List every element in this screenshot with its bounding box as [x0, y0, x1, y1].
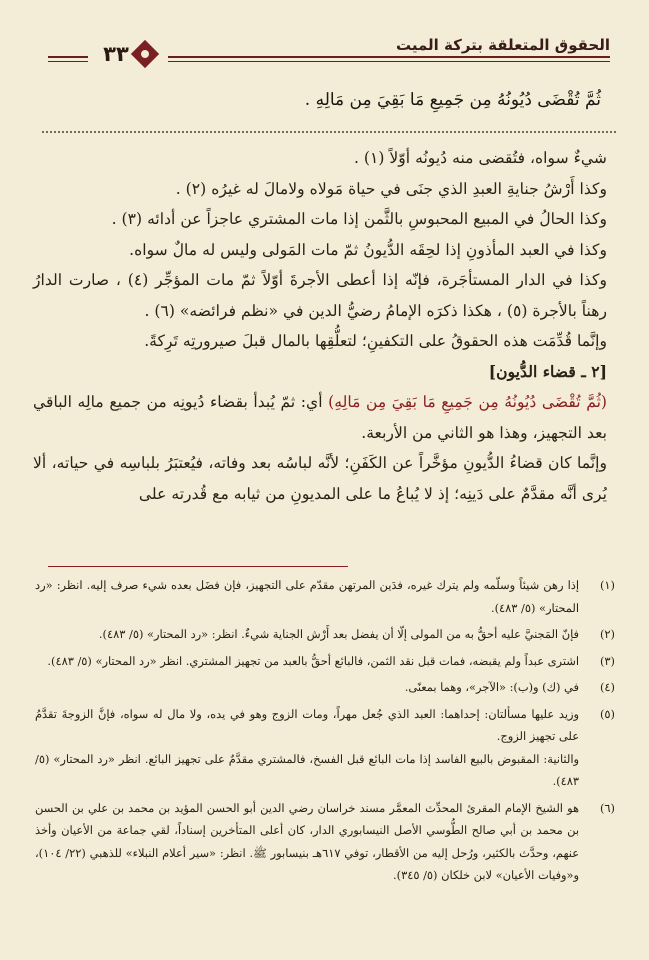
paragraph: وكذا الحالُ في المبيع المحبوسِ بالثَّمن إذا مات المشتري عاجزاً عن أدائه (٣) .	[111, 210, 607, 228]
footnote	[35, 676, 615, 699]
footnote-separator	[48, 566, 348, 567]
running-title: الحقوق المتعلقة بتركة الميت	[386, 36, 610, 54]
footnote-text: إذا رهن شيئاً وسلّمه ولم يترك غيره، فدَين المرتهن مقدّم على التجهيز، فإن فضَل بعده شيء صرف إليه. انظر: «رد المحتار» (٥/ ٤٨٣).	[35, 578, 579, 615]
footnote-text: اشترى عبداً ولم يقبضه، فمات قبل نقد الثمن، فالبائع أحقُّ بالعبد من تجهيز المشتري. انظر «رد المحتار» (٥/ ٤٨٣).	[47, 653, 579, 668]
page-number-box	[88, 40, 168, 68]
footnote-number: (٤)	[599, 680, 615, 694]
paragraph: شيءٌ سواه، فتُقضى منه دُيونُه أوّلاً (١) .	[353, 149, 607, 167]
footnote	[35, 797, 615, 887]
footnote	[35, 703, 615, 793]
footnotes	[35, 574, 615, 891]
footnote	[35, 650, 615, 673]
paragraph: وكذا في العبد المأذونِ إذا لحِقَه الدُّيونُ ثمّ مات المَولى وليس له مالٌ سواه.	[129, 240, 607, 259]
footnote	[35, 574, 615, 619]
paragraph: وكذا في الدار المستأجَرة، فإنّه إذا أعطى الأجرةَ أوّلاً ثمّ مات المؤجِّر (٤) ، صارت الدارُ رهناً بالأجرة (٥) ، هكذا ذكرَه الإمامُ رضيُّ الدين في «نظم فرائضه» (٦) .	[33, 271, 607, 320]
footnote-text: والثانية: المقبوض بالبيع الفاسد إذا مات البائع قبل الفسخ، فالمشتري مقدَّمٌ على تجهيز البائع. انظر «رد المحتار» (٥/ ٤٨٣).	[35, 751, 579, 788]
footnote-number: (١)	[599, 578, 615, 592]
paragraph: وإنَّما قُدِّمَت هذه الحقوقُ على التكفينِ؛ لتعلُّقِها بالمال قبلَ صيرورتِه تَرِكةً.	[144, 332, 607, 350]
footnote	[35, 623, 615, 646]
footnote-text: فإنّ المَجنيَّ عليه أحقُّ به من المولى إلّا أن يفضل بعد أَرْش الجناية شيءٌ. انظر: «رد المحتار» (٥/ ٤٨٣).	[98, 627, 579, 641]
footnote-number: (٢)	[599, 627, 615, 641]
commentary-text: أي: ثمّ يُبدأ بقضاء دُيونِه من جميع مالِه الباقي بعد التجهيز، وهذا هو الثاني من الأربعة.	[33, 393, 607, 442]
footnote-number: (٣)	[599, 653, 615, 668]
footnote-number: (٥)	[599, 706, 615, 721]
page-number: ٣٣	[103, 42, 129, 66]
paragraph: وإنَّما كان قضاءُ الدُّيونِ مؤخَّراً عن الكَفَنِ؛ لأنَّه لباسُه بعد وفاته، فيُعتبَرُ بلباسِه في حياته، ألا يُرى أنَّه مقدَّمٌ على دَينِه؛ إذ لا يُباعُ ما على المديونِ من ثيابه مع قُدرته على	[33, 454, 607, 503]
page-header	[48, 36, 610, 72]
section-heading: [٢ ـ قضاء الدُّيون]	[488, 361, 607, 381]
matn-quote: (ثُمَّ تُقْضَى دُيُونُهُ مِن جَمِيعِ مَا بَقِيَ مِن مَالِهِ)	[328, 393, 607, 411]
paragraph: وكذا أَرْشُ جنايةِ العبدِ الذي جنَى في حياة مَولاه ولامالَ له غيرُه (٢) .	[175, 179, 607, 198]
footnote-number: (٦)	[599, 800, 615, 815]
footnote-text: في (ك) و(ب): «الآجر»، وهما بمعنًى.	[404, 680, 579, 694]
paragraph	[33, 387, 607, 448]
matn-verse: ثُمَّ تُقْضَى دُيُونُهُ مِن جَمِيعِ مَا بَقِيَ مِن مَالِهِ .	[304, 90, 601, 110]
dotted-separator	[42, 131, 616, 133]
footnote-text: وزيد عليها مسألتان: إحداهما: العبد الذي جُعل مهراً، ومات الزوج وهو في يده، ولا مال له سواه، فإنَّ الزوجةَ تقدَّمُ على تجهيز الزوج.	[35, 706, 579, 743]
footnote-text: هو الشيخ الإمام المقرئ المحدِّث المعمَّر مسند خراسان رضي الدين أبو الحسن المؤيد بن محمد بن علي بن الحسن بن محمد بن أبي صالح الطُّوسي الأصل النيسابوري الدار، كان أعلى المتأخرين إسناداً، لقي جماعة من الأعيان وأخذ عنهم، وحدَّث بالكثير، ورُحل إليه من الأقطار، توفي ٦١٧هـ بنيسابور ﷺ. انظر: «سير أعلام النبلاء» للذهبي (٢٢/ ١٠٤)، و«وفيات الأعيان» لابن خلكان (٥/ ٣٤٥).	[35, 800, 579, 882]
main-text	[33, 143, 607, 509]
ornament-icon	[131, 40, 159, 68]
